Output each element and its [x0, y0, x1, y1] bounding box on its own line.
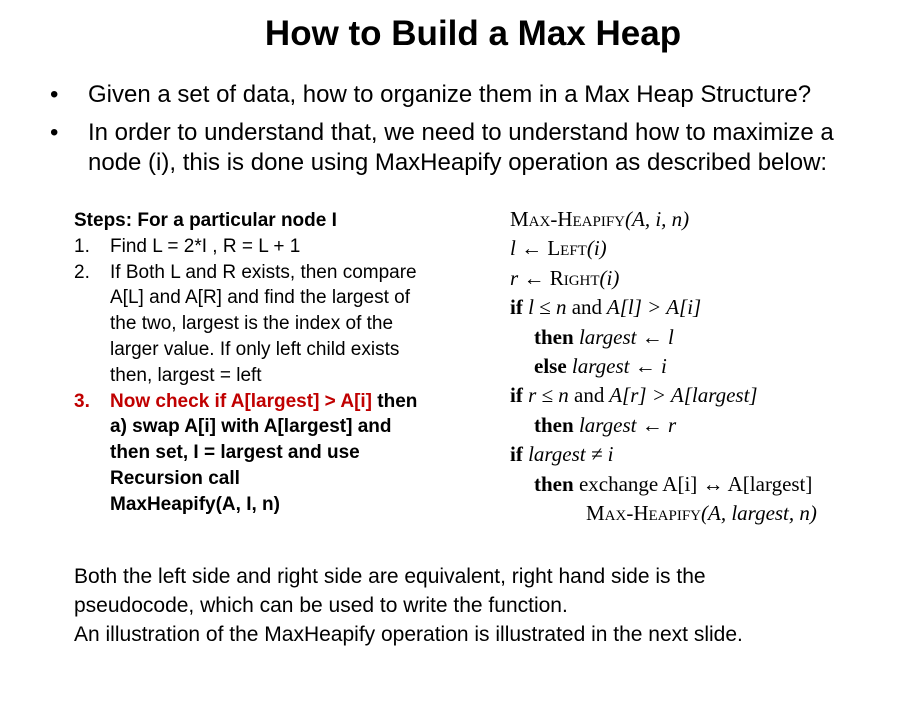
pseudo-fn-name: Max-Heapify: [586, 501, 702, 526]
pseudo-line-5: [510, 323, 817, 352]
pseudo-line-8: [510, 411, 817, 440]
pseudo-stmt: largest ← r: [573, 412, 677, 437]
step-3-highlight: Now check if A[largest] > A[i]: [110, 390, 373, 412]
bullet-2-line-1: In order to understand that, we need to understand how to maximize a: [88, 119, 834, 146]
pseudo-fn: Left: [547, 236, 587, 261]
step-3-line: Recursion call: [110, 467, 240, 489]
step-2-line: then, largest = left: [110, 364, 262, 386]
slide-title: How to Build a Max Heap: [264, 14, 682, 53]
step-1-line: Find L = 2*I , R = L + 1: [110, 235, 301, 257]
step-3-then: then: [372, 390, 418, 412]
pseudo-arrow: ←: [515, 236, 548, 261]
step-3: [74, 389, 417, 518]
step-3-line: a) swap A[i] with A[largest] and: [110, 416, 392, 438]
bottom-line-3: An illustration of the MaxHeapify operation is illustrated in the next slide.: [74, 623, 743, 647]
pseudo-fn-args: (A, largest, n): [701, 501, 817, 526]
pseudocode-block: [510, 205, 817, 528]
pseudo-line-10: [510, 470, 817, 499]
pseudo-line-2: [510, 234, 817, 263]
pseudo-stmt: largest ← i: [566, 354, 667, 379]
step-1-number: 1.: [74, 235, 90, 257]
pseudo-kw-then: then: [534, 324, 574, 349]
pseudo-cond: A[l] > A[i]: [602, 295, 702, 320]
step-1: [74, 234, 417, 260]
bottom-line-1: Both the left side and right side are equivalent, right hand side is the: [74, 565, 706, 588]
step-3-line: MaxHeapify(A, I, n): [110, 493, 280, 515]
pseudo-line-7: [510, 381, 817, 410]
pseudo-var: r: [510, 265, 519, 290]
pseudo-stmt: exchange A[i] ↔ A[largest]: [573, 471, 813, 496]
pseudo-var: l: [510, 236, 516, 261]
step-2-line: larger value. If only left child exists: [110, 338, 400, 360]
pseudo-kw-if: if: [510, 295, 523, 320]
pseudo-cond: A[r] > A[largest]: [604, 383, 758, 408]
bullet-dot: •: [50, 119, 59, 146]
pseudo-fn-args: (A, i, n): [625, 207, 690, 231]
pseudo-kw-if: if: [510, 442, 523, 467]
steps-panel: [74, 208, 417, 518]
pseudo-arg: (i): [586, 236, 607, 261]
step-2: [74, 260, 417, 389]
pseudo-kw-then: then: [534, 471, 574, 496]
pseudo-arg: (i): [599, 265, 620, 290]
step-2-line: A[L] and A[R] and find the largest of: [110, 287, 410, 309]
bullet-1-text: Given a set of data, how to organize them in a Max Heap Structure?: [88, 81, 812, 108]
pseudo-arrow: ←: [518, 265, 550, 290]
bottom-note: [74, 562, 743, 650]
pseudo-cond: r ≤ n: [522, 383, 575, 408]
pseudo-line-9: [510, 440, 817, 469]
pseudo-and: and: [571, 295, 603, 320]
pseudo-fn: Right: [549, 265, 600, 290]
pseudo-kw-then: then: [534, 412, 574, 437]
pseudo-stmt: largest ← l: [573, 324, 674, 349]
pseudo-line-3: [510, 264, 817, 293]
step-2-line: the two, largest is the index of the: [110, 313, 394, 335]
pseudo-and: and: [574, 383, 605, 408]
pseudo-cond: largest ≠ i: [522, 442, 614, 467]
pseudo-line-6: [510, 352, 817, 381]
step-3-line: then set, I = largest and use: [110, 442, 360, 464]
steps-heading: Steps: For a particular node I: [74, 210, 337, 231]
bullet-2-text: [88, 118, 834, 178]
step-2-number: 2.: [74, 261, 90, 283]
pseudo-cond: l ≤ n: [522, 295, 572, 320]
pseudo-fn-name: Max-Heapify: [510, 207, 626, 231]
bullet-2-line-2: node (i), this is done using MaxHeapify operation as described below:: [88, 149, 828, 176]
pseudo-kw-else: else: [534, 354, 567, 379]
bottom-line-2: pseudocode, which can be used to write the function.: [74, 594, 568, 618]
bullet-dot: •: [50, 81, 59, 108]
pseudo-line-1: [510, 205, 817, 234]
step-2-line: If Both L and R exists, then compare: [110, 261, 417, 283]
pseudo-kw-if: if: [510, 383, 523, 408]
pseudo-line-11: [510, 499, 817, 528]
pseudo-line-4: [510, 293, 817, 322]
step-3-number: 3.: [74, 390, 90, 412]
